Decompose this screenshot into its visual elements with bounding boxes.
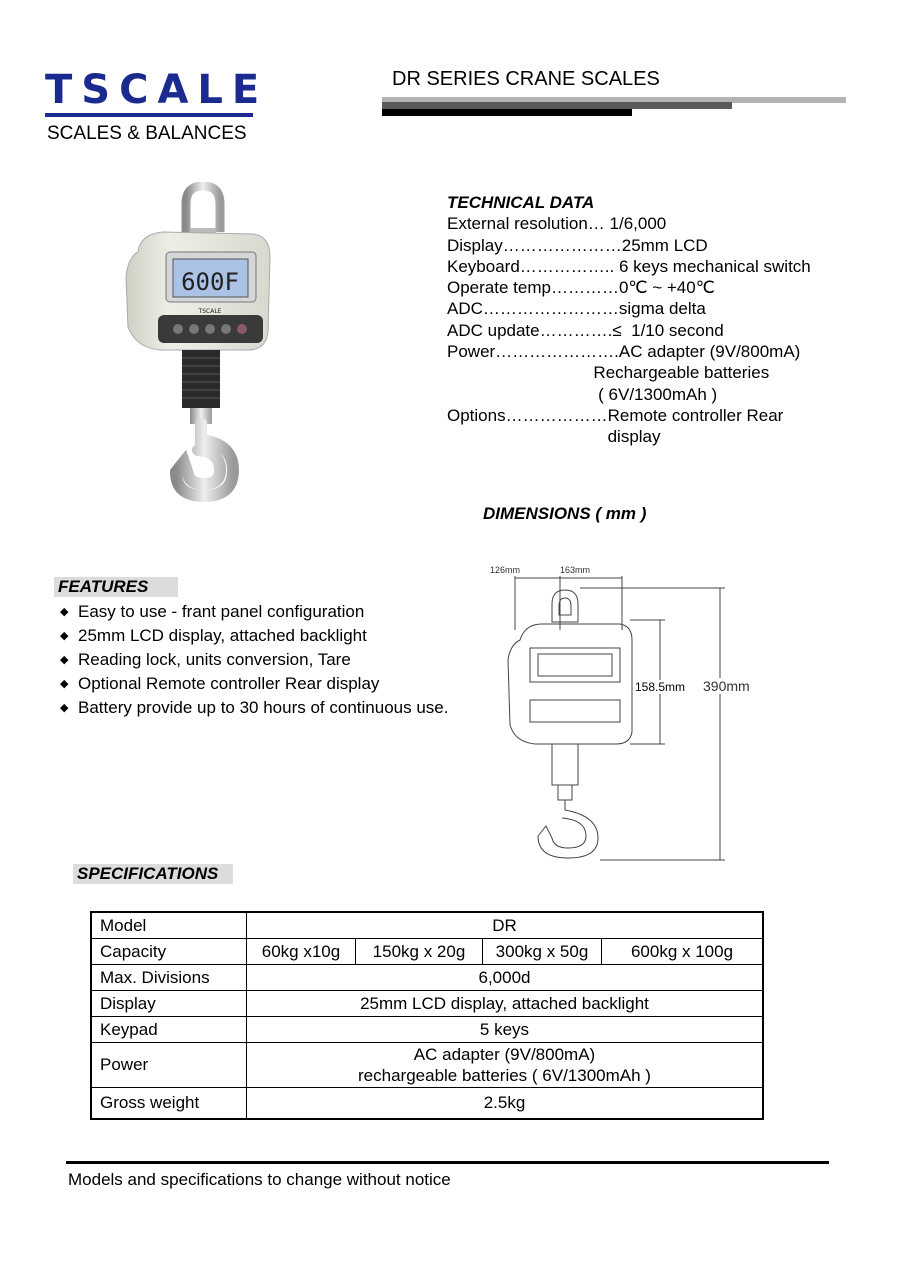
feature-item: ◆ Easy to use - frant panel configuration (60, 600, 455, 624)
tech-row: Options………………Remote controller Rear (447, 405, 784, 425)
brand-logo: TSCALE (45, 67, 269, 113)
table-row (91, 1088, 763, 1120)
feature-item: ◆ Battery provide up to 30 hours of continuous use. (60, 696, 455, 720)
tech-row: ADC update………….≤ 1/10 second (447, 320, 724, 340)
capacity-cell: 60kg x10g (247, 939, 356, 965)
table-row (91, 991, 763, 1017)
feature-item: ◆ Reading lock, units conversion, Tare (60, 648, 455, 672)
feature-item: ◆ 25mm LCD display, attached backlight (60, 624, 455, 648)
dim-body-height: 158.5mm (635, 680, 686, 694)
spec-value: 5 keys (247, 1017, 764, 1043)
spec-value: 2.5kg (247, 1088, 764, 1120)
logo-underline (45, 113, 253, 117)
footer-rule (66, 1161, 829, 1164)
dim-width-small: 126mm (490, 565, 521, 575)
technical-data-block (447, 192, 811, 448)
spec-value: 6,000d (247, 965, 764, 991)
specifications-table (90, 911, 764, 1120)
spec-label: Max. Divisions (91, 965, 247, 991)
technical-data-heading: TECHNICAL DATA (447, 193, 595, 212)
dimension-drawing (480, 560, 780, 865)
spec-value: DR (247, 912, 764, 939)
table-row (91, 939, 763, 965)
feature-item: ◆ Optional Remote controller Rear display (60, 672, 455, 696)
brand-tagline: SCALES & BALANCES (47, 123, 247, 144)
tech-row: Operate temp…………0℃ ~ +40℃ (447, 278, 715, 298)
capacity-cell: 150kg x 20g (356, 939, 483, 965)
spec-value (247, 1043, 764, 1088)
document-title: DR SERIES CRANE SCALES (392, 68, 660, 90)
dim-total-height: 390mm (703, 678, 750, 694)
spec-label: Keypad (91, 1017, 247, 1043)
capacity-cell: 300kg x 50g (483, 939, 602, 965)
table-row (91, 965, 763, 991)
device-badge: TSCALE (198, 308, 222, 315)
lcd-reading: 600F (181, 268, 239, 296)
tech-row: Keyboard…………….. 6 keys mechanical switch (447, 256, 811, 276)
tech-row: ADC……………………sigma delta (447, 299, 706, 319)
spec-label: Power (91, 1043, 247, 1088)
spec-label: Capacity (91, 939, 247, 965)
dim-width-large: 163mm (560, 565, 591, 575)
tech-row: Display…………………25mm LCD (447, 235, 708, 255)
specifications-heading: SPECIFICATIONS (73, 864, 233, 884)
spec-label: Display (91, 991, 247, 1017)
spec-label: Gross weight (91, 1088, 247, 1120)
power-line-1: AC adapter (9V/800mA) (413, 1045, 596, 1064)
tech-row: Power………………….AC adapter (9V/800mA) (447, 342, 801, 362)
tech-row: display (447, 427, 661, 447)
features-list (60, 600, 455, 720)
crane-scale-photo (118, 182, 283, 507)
features-heading: FEATURES (54, 577, 178, 597)
table-row (91, 1017, 763, 1043)
tech-row: ( 6V/1300mAh ) (447, 384, 718, 404)
tech-row: External resolution… 1/6,000 (447, 214, 667, 234)
tech-row: Rechargeable batteries (447, 363, 770, 383)
spec-value: 25mm LCD display, attached backlight (247, 991, 764, 1017)
table-row (91, 1043, 763, 1088)
power-line-2: rechargeable batteries ( 6V/1300mAh ) (358, 1066, 651, 1085)
spec-label: Model (91, 912, 247, 939)
header-bar-black (382, 109, 632, 116)
dimensions-heading: DIMENSIONS ( mm ) (483, 504, 647, 523)
capacity-cell: 600kg x 100g (602, 939, 764, 965)
table-row (91, 912, 763, 939)
header-bar-dark (382, 102, 732, 109)
footer-note: Models and specifications to change without notice (68, 1170, 451, 1189)
